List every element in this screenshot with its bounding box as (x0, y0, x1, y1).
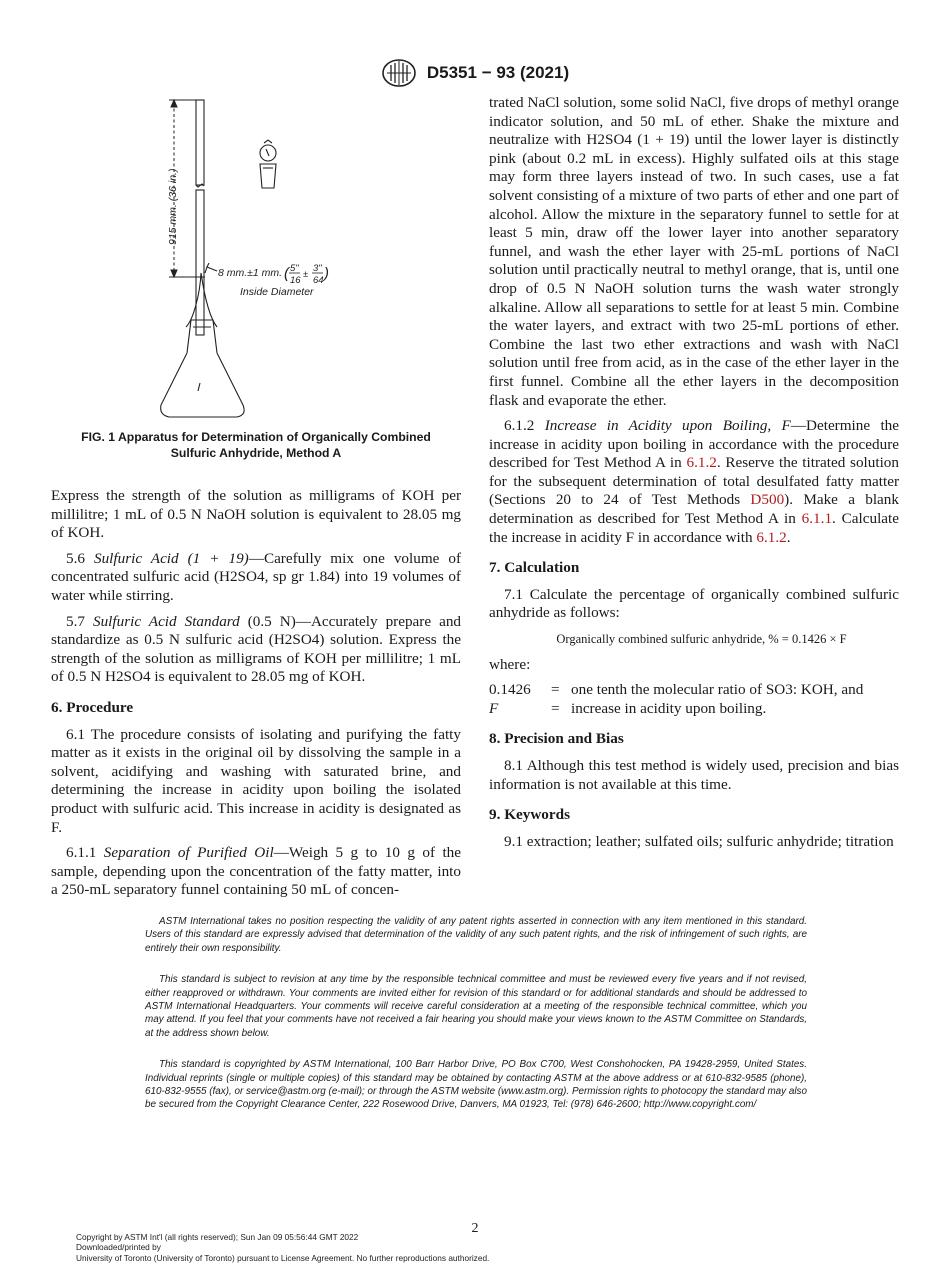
heading-calculation: 7. Calculation (489, 559, 580, 577)
section-text: (0.5 N)—Accurately prepare and standardize as 0.5 N sulfuric acid (H2SO4) solution. Express the strength of the solution as milligrams of KOH per millilitre; 1 mL of 0.5 N H2SO4 is equivalent to 28.05 mg of KOH. (51, 612, 462, 686)
section-7-1: 7.1 Calculate the percentage of organically combined sulfuric anhydride as follows: (489, 585, 899, 622)
heading-keywords: 9. Keywords (489, 806, 570, 824)
definition-text: increase in acidity upon boiling. (571, 699, 767, 717)
right-column (489, 94, 899, 858)
patent-notice: ASTM International takes no position respecting the validity of any patent rights asserted in connection with any item mentioned in this standard. Users of this standard are expressly advised that determination of the validity of any such patent rights, and the risk of infringement of such rights, are entirely their own responsibility. (145, 916, 807, 954)
section-6-1-1 (51, 844, 461, 900)
section-text: ). Make a blank determination as described for Test Method A in (489, 491, 899, 528)
fraction-2-denominator: 64 (313, 275, 324, 286)
heading-precision-bias: 8. Precision and Bias (489, 730, 624, 748)
where-label: where: (489, 655, 531, 673)
page-header (0, 58, 950, 88)
section-title: Separation of Purified Oil (103, 844, 274, 862)
reference-link-6-1-2[interactable]: 6.1.2 (686, 454, 717, 472)
section-8-1: 8.1 Although this test method is widely used, precision and bias information is not available at this time. (489, 757, 899, 793)
diameter-dimension-label: 8 mm.±1 mm. (218, 267, 283, 279)
standard-designation: D5351 − 93 (2021) (426, 63, 570, 82)
definition-symbol: F (489, 699, 499, 717)
revision-notice: This standard is subject to revision at any time by the responsible technical committee and must be reviewed every five years and if not revised, either reapproved or withdrawn. Your comments are invited either for revision of this standard or for additional standards and should be addressed to ASTM International Headquarters. Your comments will receive careful consideration at a meeting of the responsible technical committee, which you may attend. If you feel that your comments have not received a fair hearing you should make your views known to the ASTM Committee on Standards, at the address shown below. (145, 974, 807, 1039)
fraction-2-numerator: 3" (313, 263, 322, 274)
paragraph-express-strength: Express the strength of the solution as milligrams of KOH per millilitre; 1 mL of 0.5 N NaOH solution is equivalent to 28.05 mg of KOH. (51, 487, 461, 542)
figure-caption-line: FIG. 1 Apparatus for Determination of Organically Combined (81, 430, 431, 444)
page-number: 2 (471, 1221, 479, 1236)
section-text: —Determine the increase in acidity upon boiling in accordance with the procedure described for Test Method A in (489, 417, 899, 472)
height-dimension-label: 915 mm. (36 in.) (167, 168, 179, 245)
footer-line: University of Toronto (University of Toronto) pursuant to License Agreement. No further reproductions authorized. (76, 1252, 490, 1263)
section-number: 6.1.2 (504, 417, 535, 435)
footer-line: Copyright by ASTM Int'l (all rights reserved); Sun Jan 09 05:56:44 GMT 2022 (76, 1232, 359, 1242)
heading-procedure: 6. Procedure (51, 698, 134, 716)
download-footer (76, 1232, 489, 1263)
definitions-table (489, 681, 899, 718)
definition-text: one tenth the molecular ratio of SO3: KOH, and (571, 681, 864, 699)
apparatus-figure (145, 95, 375, 425)
section-text: . (786, 528, 791, 546)
inside-diameter-label: Inside Diameter (240, 286, 314, 298)
fraction-1-numerator: 5" (290, 263, 299, 274)
flask-icon (161, 273, 244, 417)
section-6-1-2 (489, 417, 899, 547)
section-number: 5.6 (66, 549, 85, 567)
figure-caption-line: Sulfuric Anhydride, Method A (170, 445, 342, 460)
paragraph-continued: trated NaCl solution, some solid NaCl, five drops of methyl orange indicator solution, and 50 mL of ether. Shake the mixture and neutralize with H2SO4 (1 + 19) until the lower layer is distinctly pink (about 0.2 mL in excess). Highly sulfated oils at this stage may form three layers instead of two. In such cases, use a fat solvent consisting of a mixture of two parts of ether and one part of alcohol. Allow the mixture in the separatory funnel to settle for at least 5 min, draw off the lower layer into another separatory funnel, and wash the ether layer with 25-mL portions of NaCl solution until practically neutral to methyl orange, that is, until one drop of 0.5 N NaOH solution turns the wash water strongly alkaline. Allow all separations to settle for at least 5 min. Combine the water layers, and extract with two 25-mL portions of ether. Combine the last two ether extractions and wash with NaCl solution until free from acid, as in the case of the ether layer in the first funnel. Combine all the ether layers in the decomposition flask and evaporate the ether. (489, 94, 899, 409)
section-title: Sulfuric Acid Standard (92, 612, 240, 630)
definition-equals: = (551, 681, 560, 699)
figure-caption (51, 430, 461, 461)
section-text: . Reserve the titrated solution for the subsequent determination of total desulfated fatty matter (Sections 20 to 24 of Test Methods (489, 454, 899, 509)
left-column (51, 487, 461, 907)
fraction-group (284, 263, 329, 286)
svg-text:): ) (324, 265, 329, 282)
reference-link-6-1-1[interactable]: 6.1.1 (801, 510, 833, 528)
section-text: —Carefully mix one volume of concentrated sulfuric acid (H2SO4, sp gr 1.84) into 19 volumes of water while stirring. (51, 549, 462, 604)
section-number: 6.1.1 (66, 844, 97, 862)
section-5-7 (51, 613, 461, 687)
section-text: —Weigh 5 g to 10 g of the sample, depending upon the concentration of the fatty matter, into a 250-mL separatory funnel containing 50 mL of concen- (51, 844, 462, 899)
reference-link-6-1-2[interactable]: 6.1.2 (756, 528, 787, 546)
section-5-6 (51, 550, 461, 606)
footer-line: Downloaded/printed by (76, 1242, 161, 1253)
definition-equals: = (551, 699, 560, 717)
section-text: . Calculate the increase in acidity F in accordance with (489, 510, 899, 546)
fraction-1-denominator: 16 (290, 275, 301, 286)
copyright-notice: This standard is copyrighted by ASTM International, 100 Barr Harbor Drive, PO Box C700, West Conshohocken, PA 19428-2959, United States. Individual reprints (single or multiple copies) of this standard may be obtained by contacting ASTM at the above address or at 610-832-9585 (phone), 610-832-9555 (fax), or service@astm.org (e-mail); or through the ASTM website (www.astm.org). Permission rights to photocopy the standard may also be secured from the Copyright Clearance Center, 222 Rosewood Drive, Danvers, MA 01923, Tel: (978) 646-2600; http://www.copyright.com/ (145, 1059, 807, 1111)
definition-row (489, 700, 899, 719)
condenser-tube (196, 100, 209, 335)
section-9-1: 9.1 extraction; leather; sulfated oils; sulfuric anhydride; titration (504, 832, 894, 850)
astm-logo-icon (381, 58, 417, 88)
stopper-icon (260, 140, 276, 188)
definition-symbol: 0.1426 (489, 681, 531, 699)
calculation-formula: Organically combined sulfuric anhydride, % = 0.1426 × F (556, 632, 847, 647)
section-title: Increase in Acidity upon Boiling, F (544, 417, 791, 435)
svg-text:(: ( (284, 265, 289, 282)
diameter-arrow (207, 267, 217, 271)
reference-link-d500[interactable]: D500 (750, 491, 785, 509)
legal-notices (145, 915, 807, 1130)
plus-minus-sign: ± (303, 269, 309, 280)
section-number: 5.7 (66, 612, 85, 630)
section-title: Sulfuric Acid (1 + 19) (93, 549, 249, 567)
section-6-1: 6.1 The procedure consists of isolating and purifying the fatty matter as it exists in the original oil by dissolving the sample in a solvent, acidifying and washing with saturated brine, and determining the increase in acidity upon boiling the isolated product with sulfuric acid. This increase in acidity is designated as F. (51, 725, 461, 836)
definition-row (489, 681, 899, 700)
